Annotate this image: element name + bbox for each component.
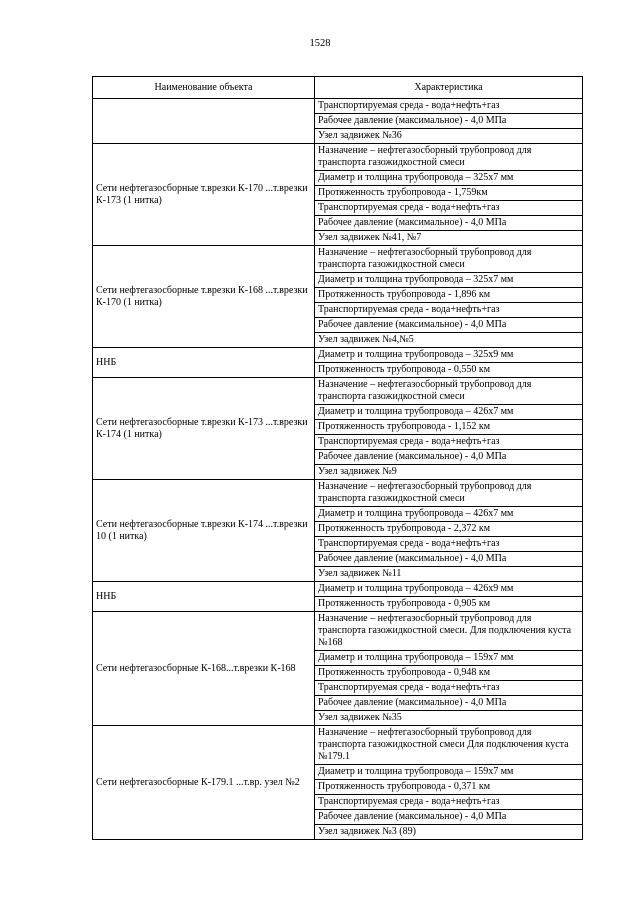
characteristic-cell: Протяженность трубопровода - 0,905 км bbox=[315, 597, 583, 612]
page-number: 1528 bbox=[309, 38, 331, 49]
table-row bbox=[93, 99, 583, 114]
characteristic-cell: Назначение – нефтегазосборный трубопровод для транспорта газожидкостной смеси bbox=[315, 144, 583, 171]
table-row bbox=[93, 348, 583, 363]
characteristic-cell: Транспортируемая среда - вода+нефть+газ bbox=[315, 303, 583, 318]
characteristic-cell: Узел задвижек №41, №7 bbox=[315, 231, 583, 246]
characteristic-cell: Рабочее давление (максимальное) - 4,0 МПа bbox=[315, 216, 583, 231]
table-header-row bbox=[93, 77, 583, 99]
characteristic-cell: Узел задвижек №4,№5 bbox=[315, 333, 583, 348]
characteristic-cell: Назначение – нефтегазосборный трубопровод для транспорта газожидкостной смеси bbox=[315, 480, 583, 507]
object-name-cell: ННБ bbox=[93, 582, 315, 612]
characteristic-cell: Протяженность трубопровода - 0,550 км bbox=[315, 363, 583, 378]
characteristic-cell: Узел задвижек №11 bbox=[315, 567, 583, 582]
table-body bbox=[93, 99, 583, 840]
characteristic-cell: Назначение – нефтегазосборный трубопровод для транспорта газожидкостной смеси bbox=[315, 378, 583, 405]
characteristic-cell: Протяженность трубопровода - 1,759км bbox=[315, 186, 583, 201]
object-name-cell: Сети нефтегазосборные т.врезки К-174 ...т.врезки 10 (1 нитка) bbox=[93, 480, 315, 582]
object-name-cell: Сети нефтегазосборные т.врезки К-170 ...т.врезки К-173 (1 нитка) bbox=[93, 144, 315, 246]
characteristic-cell: Протяженность трубопровода - 0,948 км bbox=[315, 666, 583, 681]
characteristic-cell: Узел задвижек №3 (89) bbox=[315, 825, 583, 840]
characteristic-cell: Диаметр и толщина трубопровода – 325х7 мм bbox=[315, 273, 583, 288]
object-name-cell bbox=[93, 99, 315, 144]
characteristic-cell: Протяженность трубопровода - 1,152 км bbox=[315, 420, 583, 435]
characteristic-cell: Протяженность трубопровода - 1,896 км bbox=[315, 288, 583, 303]
characteristic-cell: Узел задвижек №35 bbox=[315, 711, 583, 726]
characteristic-cell: Транспортируемая среда - вода+нефть+газ bbox=[315, 201, 583, 216]
object-name-cell: Сети нефтегазосборные т.врезки К-173 ...т.врезки К-174 (1 нитка) bbox=[93, 378, 315, 480]
table-row bbox=[93, 378, 583, 405]
characteristic-cell: Протяженность трубопровода - 2,372 км bbox=[315, 522, 583, 537]
characteristic-cell: Рабочее давление (максимальное) - 4,0 МПа bbox=[315, 450, 583, 465]
characteristic-cell: Рабочее давление (максимальное) - 4,0 МПа bbox=[315, 114, 583, 129]
characteristic-cell: Транспортируемая среда - вода+нефть+газ bbox=[315, 99, 583, 114]
table-row bbox=[93, 612, 583, 651]
characteristic-cell: Рабочее давление (максимальное) - 4,0 МПа bbox=[315, 552, 583, 567]
object-name-cell: ННБ bbox=[93, 348, 315, 378]
characteristic-cell: Рабочее давление (максимальное) - 4,0 МПа bbox=[315, 810, 583, 825]
characteristic-cell: Диаметр и толщина трубопровода – 325х9 мм bbox=[315, 348, 583, 363]
object-name-cell: Сети нефтегазосборные К-179.1 ...т.вр. узел №2 bbox=[93, 726, 315, 840]
characteristic-cell: Узел задвижек №36 bbox=[315, 129, 583, 144]
characteristic-cell: Транспортируемая среда - вода+нефть+газ bbox=[315, 435, 583, 450]
object-name-cell: Сети нефтегазосборные К-168...т.врезки К-168 bbox=[93, 612, 315, 726]
table-row bbox=[93, 726, 583, 765]
characteristic-cell: Назначение – нефтегазосборный трубопровод для транспорта газожидкостной смеси Для подключения куста №179.1 bbox=[315, 726, 583, 765]
characteristic-cell: Диаметр и толщина трубопровода – 159х7 мм bbox=[315, 765, 583, 780]
characteristic-cell: Транспортируемая среда - вода+нефть+газ bbox=[315, 681, 583, 696]
characteristic-cell: Протяженность трубопровода - 0,371 км bbox=[315, 780, 583, 795]
characteristic-cell: Назначение – нефтегазосборный трубопровод для транспорта газожидкостной смеси bbox=[315, 246, 583, 273]
table-row bbox=[93, 246, 583, 273]
table-row bbox=[93, 480, 583, 507]
table-row bbox=[93, 144, 583, 171]
characteristic-cell: Диаметр и толщина трубопровода – 426х7 мм bbox=[315, 405, 583, 420]
characteristic-cell: Диаметр и толщина трубопровода – 159х7 мм bbox=[315, 651, 583, 666]
object-name-cell: Сети нефтегазосборные т.врезки К-168 ...т.врезки К-170 (1 нитка) bbox=[93, 246, 315, 348]
characteristic-cell: Рабочее давление (максимальное) - 4,0 МПа bbox=[315, 318, 583, 333]
characteristic-cell: Рабочее давление (максимальное) - 4,0 МПа bbox=[315, 696, 583, 711]
objects-table bbox=[92, 76, 583, 840]
header-object-name: Наименование объекта bbox=[93, 77, 315, 99]
characteristic-cell: Диаметр и толщина трубопровода – 426х9 мм bbox=[315, 582, 583, 597]
characteristic-cell: Диаметр и толщина трубопровода – 426х7 мм bbox=[315, 507, 583, 522]
characteristic-cell: Назначение – нефтегазосборный трубопровод для транспорта газожидкостной смеси. Для подключения куста №168 bbox=[315, 612, 583, 651]
table-row bbox=[93, 582, 583, 597]
header-characteristic: Характеристика bbox=[315, 77, 583, 99]
characteristic-cell: Диаметр и толщина трубопровода – 325х7 мм bbox=[315, 171, 583, 186]
characteristic-cell: Узел задвижек №9 bbox=[315, 465, 583, 480]
characteristic-cell: Транспортируемая среда - вода+нефть+газ bbox=[315, 795, 583, 810]
characteristic-cell: Транспортируемая среда - вода+нефть+газ bbox=[315, 537, 583, 552]
